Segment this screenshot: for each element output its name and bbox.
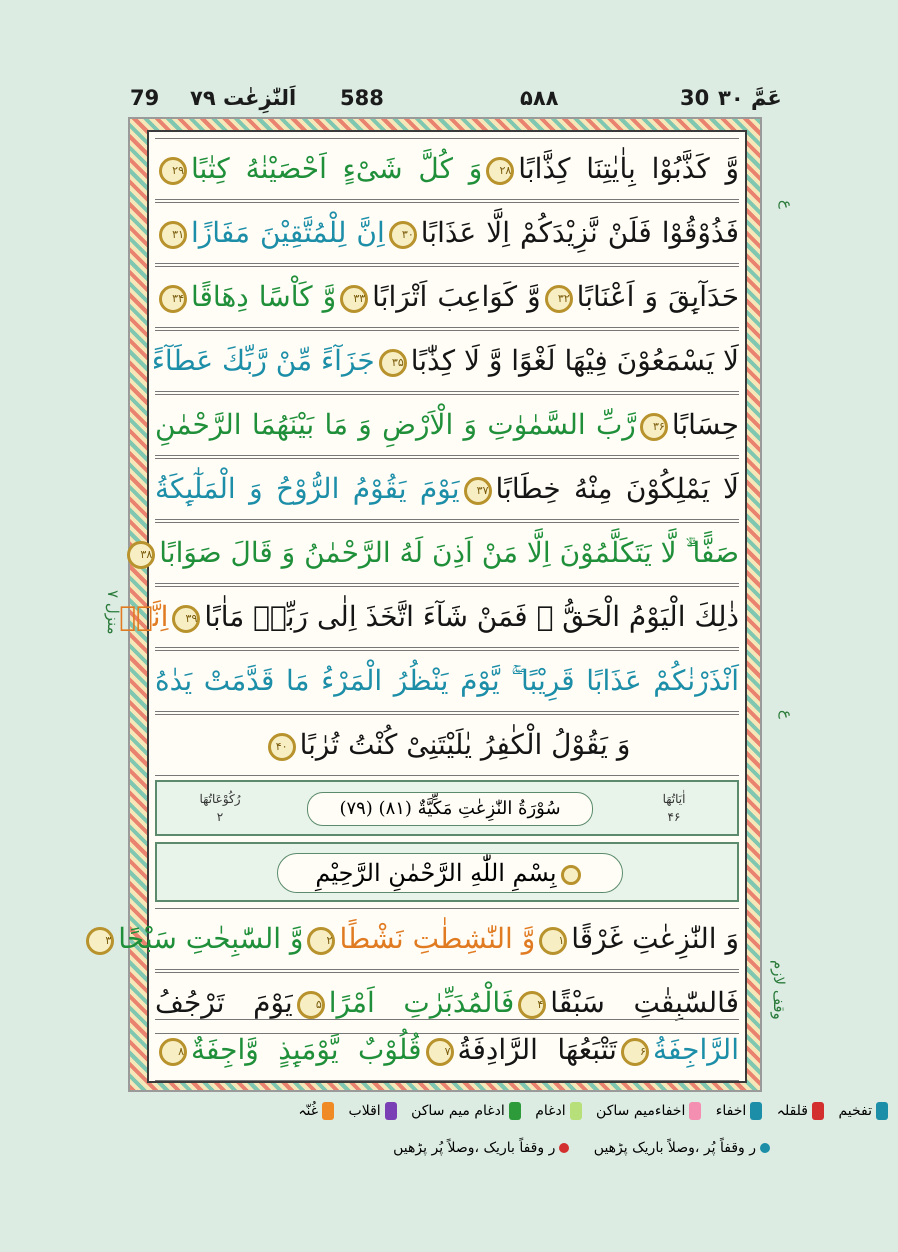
ayah-marker: ۴ — [518, 991, 546, 1019]
text-line-9: اَنْذَرْنٰكُمْ عَذَابًا قَرِیْبًا ۖۚ یَّوْمَ یَنْظُرُ الْمَرْءُ مَا قَدَّمَتْ یَدٰهُ — [155, 650, 739, 712]
legend-swatch — [322, 1102, 334, 1120]
text-line-5: حِسَابًا۳۶رَّبِّ السَّمٰوٰتِ وَ الْاَرْضِ وَ مَا بَیْنَهُمَا الرَّحْمٰنِ — [155, 394, 739, 456]
text-line-12: فَالسّٰبِقٰتِ سَبْقًا۴فَالْمُدَبِّرٰتِ اَمْرًا۵یَوْمَ تَرْجُفُ — [155, 972, 739, 1034]
ayah-marker: ۱ — [539, 927, 567, 955]
legend-swatch — [812, 1102, 824, 1120]
waqf-lazim-mark: وقف لازم — [770, 960, 788, 1020]
legend-item: ر وقفاً باریک ،وصلاً پُر پڑھیں — [393, 1140, 569, 1156]
legend-item: ر وقفاً پُر ،وصلاً باریک پڑھیں — [594, 1140, 770, 1156]
legend-item: ادغام میم ساکن — [411, 1102, 521, 1120]
tajweed-legend — [128, 1102, 888, 1120]
ayah-marker: ۲۸ — [486, 157, 514, 185]
legend-item: تفخیم — [838, 1102, 888, 1120]
ayah-marker — [561, 865, 581, 885]
text-line-2: فَذُوْقُوْا فَلَنْ نَّزِیْدَكُمْ اِلَّا عَذَابًا۳۰اِنَّ لِلْمُتَّقِیْنَ مَفَازًا۳۱ — [155, 202, 739, 264]
ayah-marker: ۳۵ — [379, 349, 407, 377]
juz-name-ar: ۳۰ عَمَّ — [718, 86, 782, 110]
ayah-marker: ۳۹ — [172, 605, 200, 633]
legend-item: اخفاءمیم ساکن — [596, 1102, 701, 1120]
ruku-mark-top: ع — [778, 200, 796, 209]
text-line-8: ذٰلِكَ الْیَوْمُ الْحَقُّ ۚ فَمَنْ شَآءَ اتَّخَذَ اِلٰی رَبِّهٖ مَاٰبًا۳۹اِنَّاۤ — [155, 586, 739, 648]
legend-dot — [559, 1143, 569, 1153]
ruku-count: رُكُوْعَاتُهَا ۲ — [199, 792, 241, 824]
legend-dot — [760, 1143, 770, 1153]
ruku-mark-bottom: ع — [778, 710, 796, 719]
legend-swatch — [689, 1102, 701, 1120]
text-line-4: لَا یَسْمَعُوْنَ فِیْهَا لَغْوًا وَّ لَا كِذّٰبًا۳۵جَزَآءً مِّنْ رَّبِّكَ عَطَآءً — [155, 330, 739, 392]
ayah-marker: ۲۹ — [159, 157, 187, 185]
page-number-ar: ۵۸۸ — [520, 86, 559, 110]
text-line-3: حَدَآىِٕقَ وَ اَعْنَابًا۳۲وَّ كَوَاعِبَ اَتْرَابًا۳۳وَّ كَاْسًا دِهَاقًا۳۴ — [155, 266, 739, 328]
legend-item: ادغام — [535, 1102, 581, 1120]
ayah-marker: ۳۷ — [464, 477, 492, 505]
ayah-marker: ۳۰ — [389, 221, 417, 249]
legend-swatch — [509, 1102, 521, 1120]
ayah-marker: ۵ — [297, 991, 325, 1019]
surah-title: (۷۹) سُوْرَةُ النّٰزِعٰتِ مَكِّیَّةٌ (۸۱) — [307, 792, 593, 826]
text-line-13: الرَّاجِفَةُ۶تَتْبَعُهَا الرَّادِفَةُ۷قُلُوْبٌ یَّوْمَىِٕذٍ وَّاجِفَةٌ۸ — [155, 1019, 739, 1081]
legend-swatch — [750, 1102, 762, 1120]
text-line-7: صَفًّا ۙۗ لَّا یَتَكَلَّمُوْنَ اِلَّا مَنْ اَذِنَ لَهُ الرَّحْمٰنُ وَ قَالَ صَوَابًا۳۸ — [155, 522, 739, 584]
legend-swatch — [570, 1102, 582, 1120]
ayah-marker: ۳۳ — [340, 285, 368, 313]
legend-item: اخفاء — [716, 1102, 762, 1120]
text-line-1: وَّ كَذَّبُوْا بِاٰيٰتِنَا كِذَّابًا۲۸وَ كُلَّ شَیْءٍ اَحْصَیْنٰهُ كِتٰبًا۲۹ — [155, 138, 739, 200]
ayah-marker: ۳۱ — [159, 221, 187, 249]
bismillah: بِسْمِ اللّٰهِ الرَّحْمٰنِ الرَّحِیْمِ — [277, 853, 623, 893]
ayah-marker: ۳ — [86, 927, 114, 955]
bismillah-band — [155, 842, 739, 902]
legend-swatch — [876, 1102, 888, 1120]
ayah-marker: ۷ — [426, 1038, 454, 1066]
page-number: 588 — [340, 86, 384, 110]
ayah-marker: ۴۰ — [268, 733, 296, 761]
ra-legend — [393, 1140, 770, 1156]
surah-header — [155, 780, 739, 836]
juz-number: 30 — [680, 86, 710, 110]
ayah-marker: ۲ — [307, 927, 335, 955]
text-line-6: لَا یَمْلِكُوْنَ مِنْهُ خِطَابًا۳۷یَوْمَ یَقُوْمُ الرُّوْحُ وَ الْمَلٰٓىِٕكَةُ — [155, 458, 739, 520]
manzil-mark: منزل ۷ — [104, 590, 122, 635]
ayah-marker: ۶ — [621, 1038, 649, 1066]
ayah-marker: ۳۸ — [127, 541, 155, 569]
ayah-marker: ۸ — [159, 1038, 187, 1066]
text-line-11: وَ النّٰزِعٰتِ غَرْقًا۱وَّ النّٰشِطٰتِ نَشْطًا۲وَّ السّٰبِحٰتِ سَبْحًا۳ — [155, 908, 739, 970]
ayat-count: اٰیَاتُهَا ۴۶ — [662, 792, 686, 824]
ayah-marker: ۳۲ — [545, 285, 573, 313]
legend-item: قلقلہ — [777, 1102, 824, 1120]
legend-item: غُنّہ — [298, 1102, 334, 1120]
surah-name-ar: ۷۹ اَلنّٰزِعٰت — [190, 86, 297, 110]
ayah-marker: ۳۶ — [640, 413, 668, 441]
surah-number: 79 — [130, 86, 160, 110]
legend-swatch — [385, 1102, 397, 1120]
legend-item: اقلاب — [349, 1102, 397, 1120]
ayah-marker: ۳۴ — [159, 285, 187, 313]
text-line-10: وَ یَقُوْلُ الْكٰفِرُ یٰلَیْتَنِیْ كُنْتُ تُرٰبًا۴۰ — [155, 714, 739, 776]
